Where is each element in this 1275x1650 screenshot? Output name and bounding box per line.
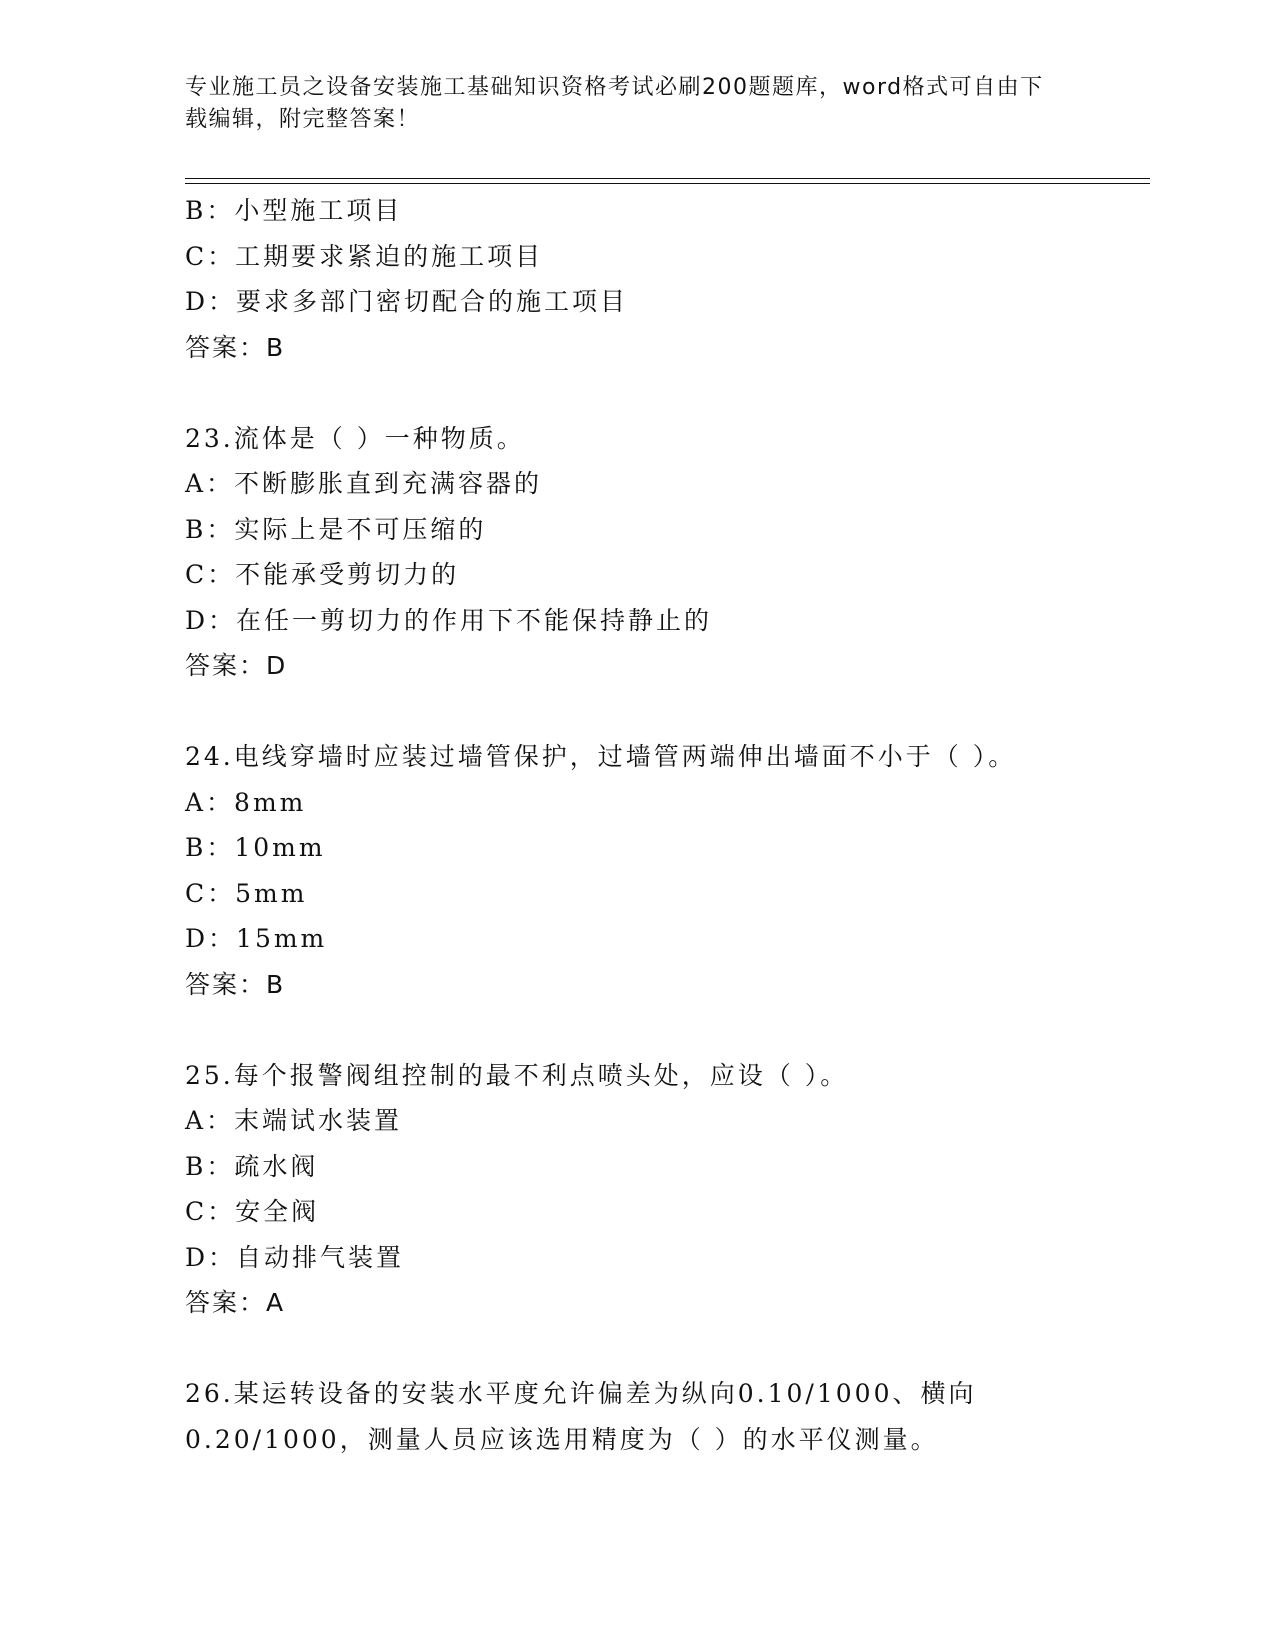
question-stem: 24.电线穿墙时应装过墙管保护，过墙管两端伸出墙面不小于（ ）。 [185,742,1017,771]
question-stem-line-2: 0.20/1000，测量人员应该选用精度为（ ）的水平仪测量。 [185,1424,939,1454]
question-23 [185,416,1145,689]
header-divider-bottom [185,183,1150,184]
question-stem: 23.流体是（ ）一种物质。 [185,423,525,453]
question-list [185,188,1145,1462]
question-stem: 25.每个报警阀组控制的最不利点喷头处，应设（ ）。 [185,1060,849,1090]
option-c: C：5mm [185,878,308,908]
document-header: 专业施工员之设备安装施工基础知识资格考试必刷200题题库，word格式可自由下载编辑，附完整答案！ [185,75,1044,132]
question-24 [185,734,1145,1007]
option-a: A：末端试水装置 [185,1106,403,1135]
option-d: D：要求多部门密切配合的施工项目 [185,287,629,316]
question-26 [185,1371,1145,1462]
option-b: B：小型施工项目 [185,196,403,225]
header-divider-top [185,178,1150,179]
option-c: C：不能承受剪切力的 [185,560,460,589]
question-stem-line-1: 26.某运转设备的安装水平度允许偏差为纵向0.10/1000、横向 [185,1379,977,1408]
answer: 答案：B [185,969,286,999]
question-25 [185,1053,1145,1326]
option-d: D：在任一剪切力的作用下不能保持静止的 [185,605,713,635]
answer: 答案：A [185,1288,286,1317]
question-partial [185,188,1145,370]
option-b: B：10mm [185,833,326,862]
answer: 答案：D [185,651,288,680]
answer: 答案：B [185,332,286,362]
option-b: B：疏水阀 [185,1151,319,1181]
option-b: B：实际上是不可压缩的 [185,514,487,544]
option-a: A：不断膨胀直到充满容器的 [185,469,543,498]
option-c: C：安全阀 [185,1197,320,1226]
option-c: C：工期要求紧迫的施工项目 [185,241,544,271]
option-a: A：8mm [185,787,307,817]
option-d: D：15mm [185,924,328,953]
option-d: D：自动排气装置 [185,1242,405,1272]
